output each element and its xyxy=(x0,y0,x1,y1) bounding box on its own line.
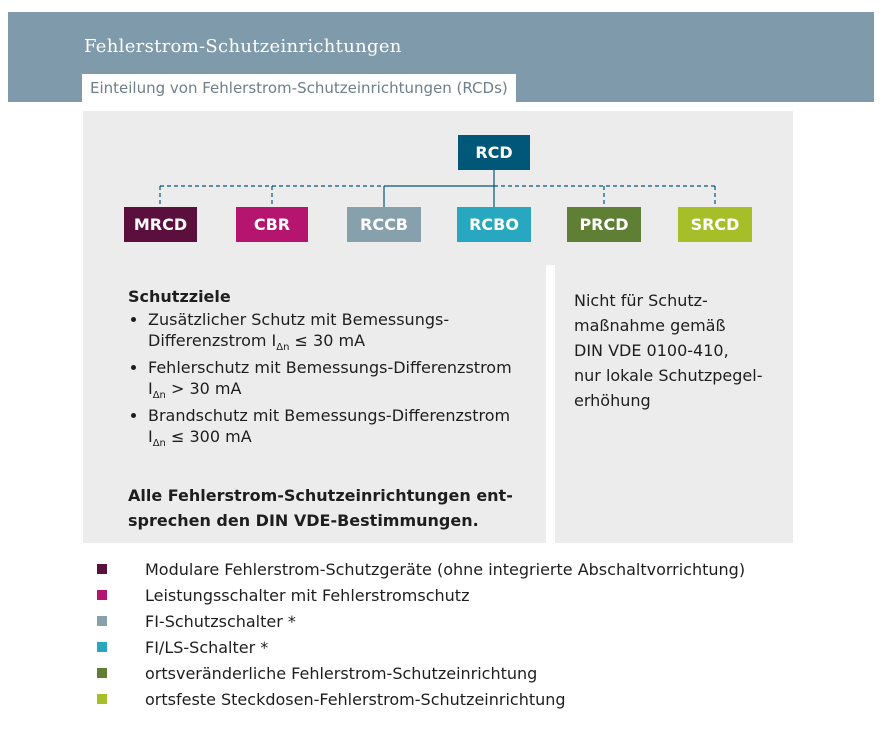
goals-list xyxy=(128,309,538,450)
legend-swatch xyxy=(97,642,107,652)
goal-text-cont: I xyxy=(148,379,153,398)
goal-text-cont: I xyxy=(148,427,153,446)
note-line: erhöhung xyxy=(574,391,651,410)
legend-swatch xyxy=(97,668,107,678)
legend-item xyxy=(97,556,857,582)
goal-text: Zusätzlicher Schutz mit Bemessungs- xyxy=(148,310,450,329)
goal-text: Fehlerschutz mit Bemessungs-Differenzstrom xyxy=(148,358,512,377)
goal-value: > 30 mA xyxy=(165,379,242,398)
legend-swatch xyxy=(97,564,107,574)
type-box-rccb: RCCB xyxy=(347,207,421,242)
legend-label: ortsveränderliche Fehlerstrom-Schutzeinrichtung xyxy=(145,663,538,683)
conclusion-line: Alle Fehlerstrom-Schutzeinrichtungen ent- xyxy=(128,486,513,505)
goal-text: Brandschutz mit Bemessungs-Differenzstrom xyxy=(148,406,511,425)
note-line: Nicht für Schutz- xyxy=(574,291,708,310)
goal-item xyxy=(128,405,538,450)
legend-label: Modulare Fehlerstrom-Schutzgeräte (ohne integrierte Abschaltvorrichtung) xyxy=(145,559,746,579)
goal-item xyxy=(128,309,538,354)
legend-item xyxy=(97,608,857,634)
legend-label: FI-Schutzschalter * xyxy=(145,611,296,631)
type-box-prcd: PRCD xyxy=(567,207,641,242)
goal-value: ≤ 300 mA xyxy=(165,427,252,446)
goal-text-cont: Differenzstrom I xyxy=(148,331,277,350)
goal-item xyxy=(128,357,538,402)
legend-item xyxy=(97,686,857,712)
page-subtitle: Einteilung von Fehlerstrom-Schutzeinrichtungen (RCDs) xyxy=(82,74,516,102)
legend-label: ortsfeste Steckdosen-Fehlerstrom-Schutzeinrichtung xyxy=(145,689,566,709)
note-line: maßnahme gemäß xyxy=(574,316,726,335)
legend-item xyxy=(97,660,857,686)
legend-swatch xyxy=(97,616,107,626)
goal-subscript: Δn xyxy=(152,438,166,449)
type-box-cbr: CBR xyxy=(236,207,308,242)
type-box-srcd: SRCD xyxy=(678,207,752,242)
type-box-mrcd: MRCD xyxy=(124,207,197,242)
conclusion-line: sprechen den DIN VDE-Bestimmungen. xyxy=(128,511,479,530)
legend-swatch xyxy=(97,694,107,704)
legend-item xyxy=(97,582,857,608)
legend xyxy=(97,556,857,712)
type-box-rcbo: RCBO xyxy=(457,207,531,242)
legend-swatch xyxy=(97,590,107,600)
conclusion-text xyxy=(128,483,538,533)
goal-subscript: Δn xyxy=(276,342,290,353)
goal-subscript: Δn xyxy=(152,390,166,401)
rcd-root-box: RCD xyxy=(458,135,530,170)
protection-goals xyxy=(128,286,538,453)
note-line: nur lokale Schutzpegel- xyxy=(574,366,763,385)
goal-value: ≤ 30 mA xyxy=(289,331,366,350)
legend-item xyxy=(97,634,857,660)
goals-heading: Schutzziele xyxy=(128,287,231,306)
page-title: Fehlerstrom-Schutzeinrichtungen xyxy=(84,36,402,57)
note-line: DIN VDE 0100-410, xyxy=(574,341,729,360)
legend-label: Leistungsschalter mit Fehlerstromschutz xyxy=(145,585,470,605)
legend-label: FI/LS-Schalter * xyxy=(145,637,269,657)
note-text xyxy=(574,288,784,413)
